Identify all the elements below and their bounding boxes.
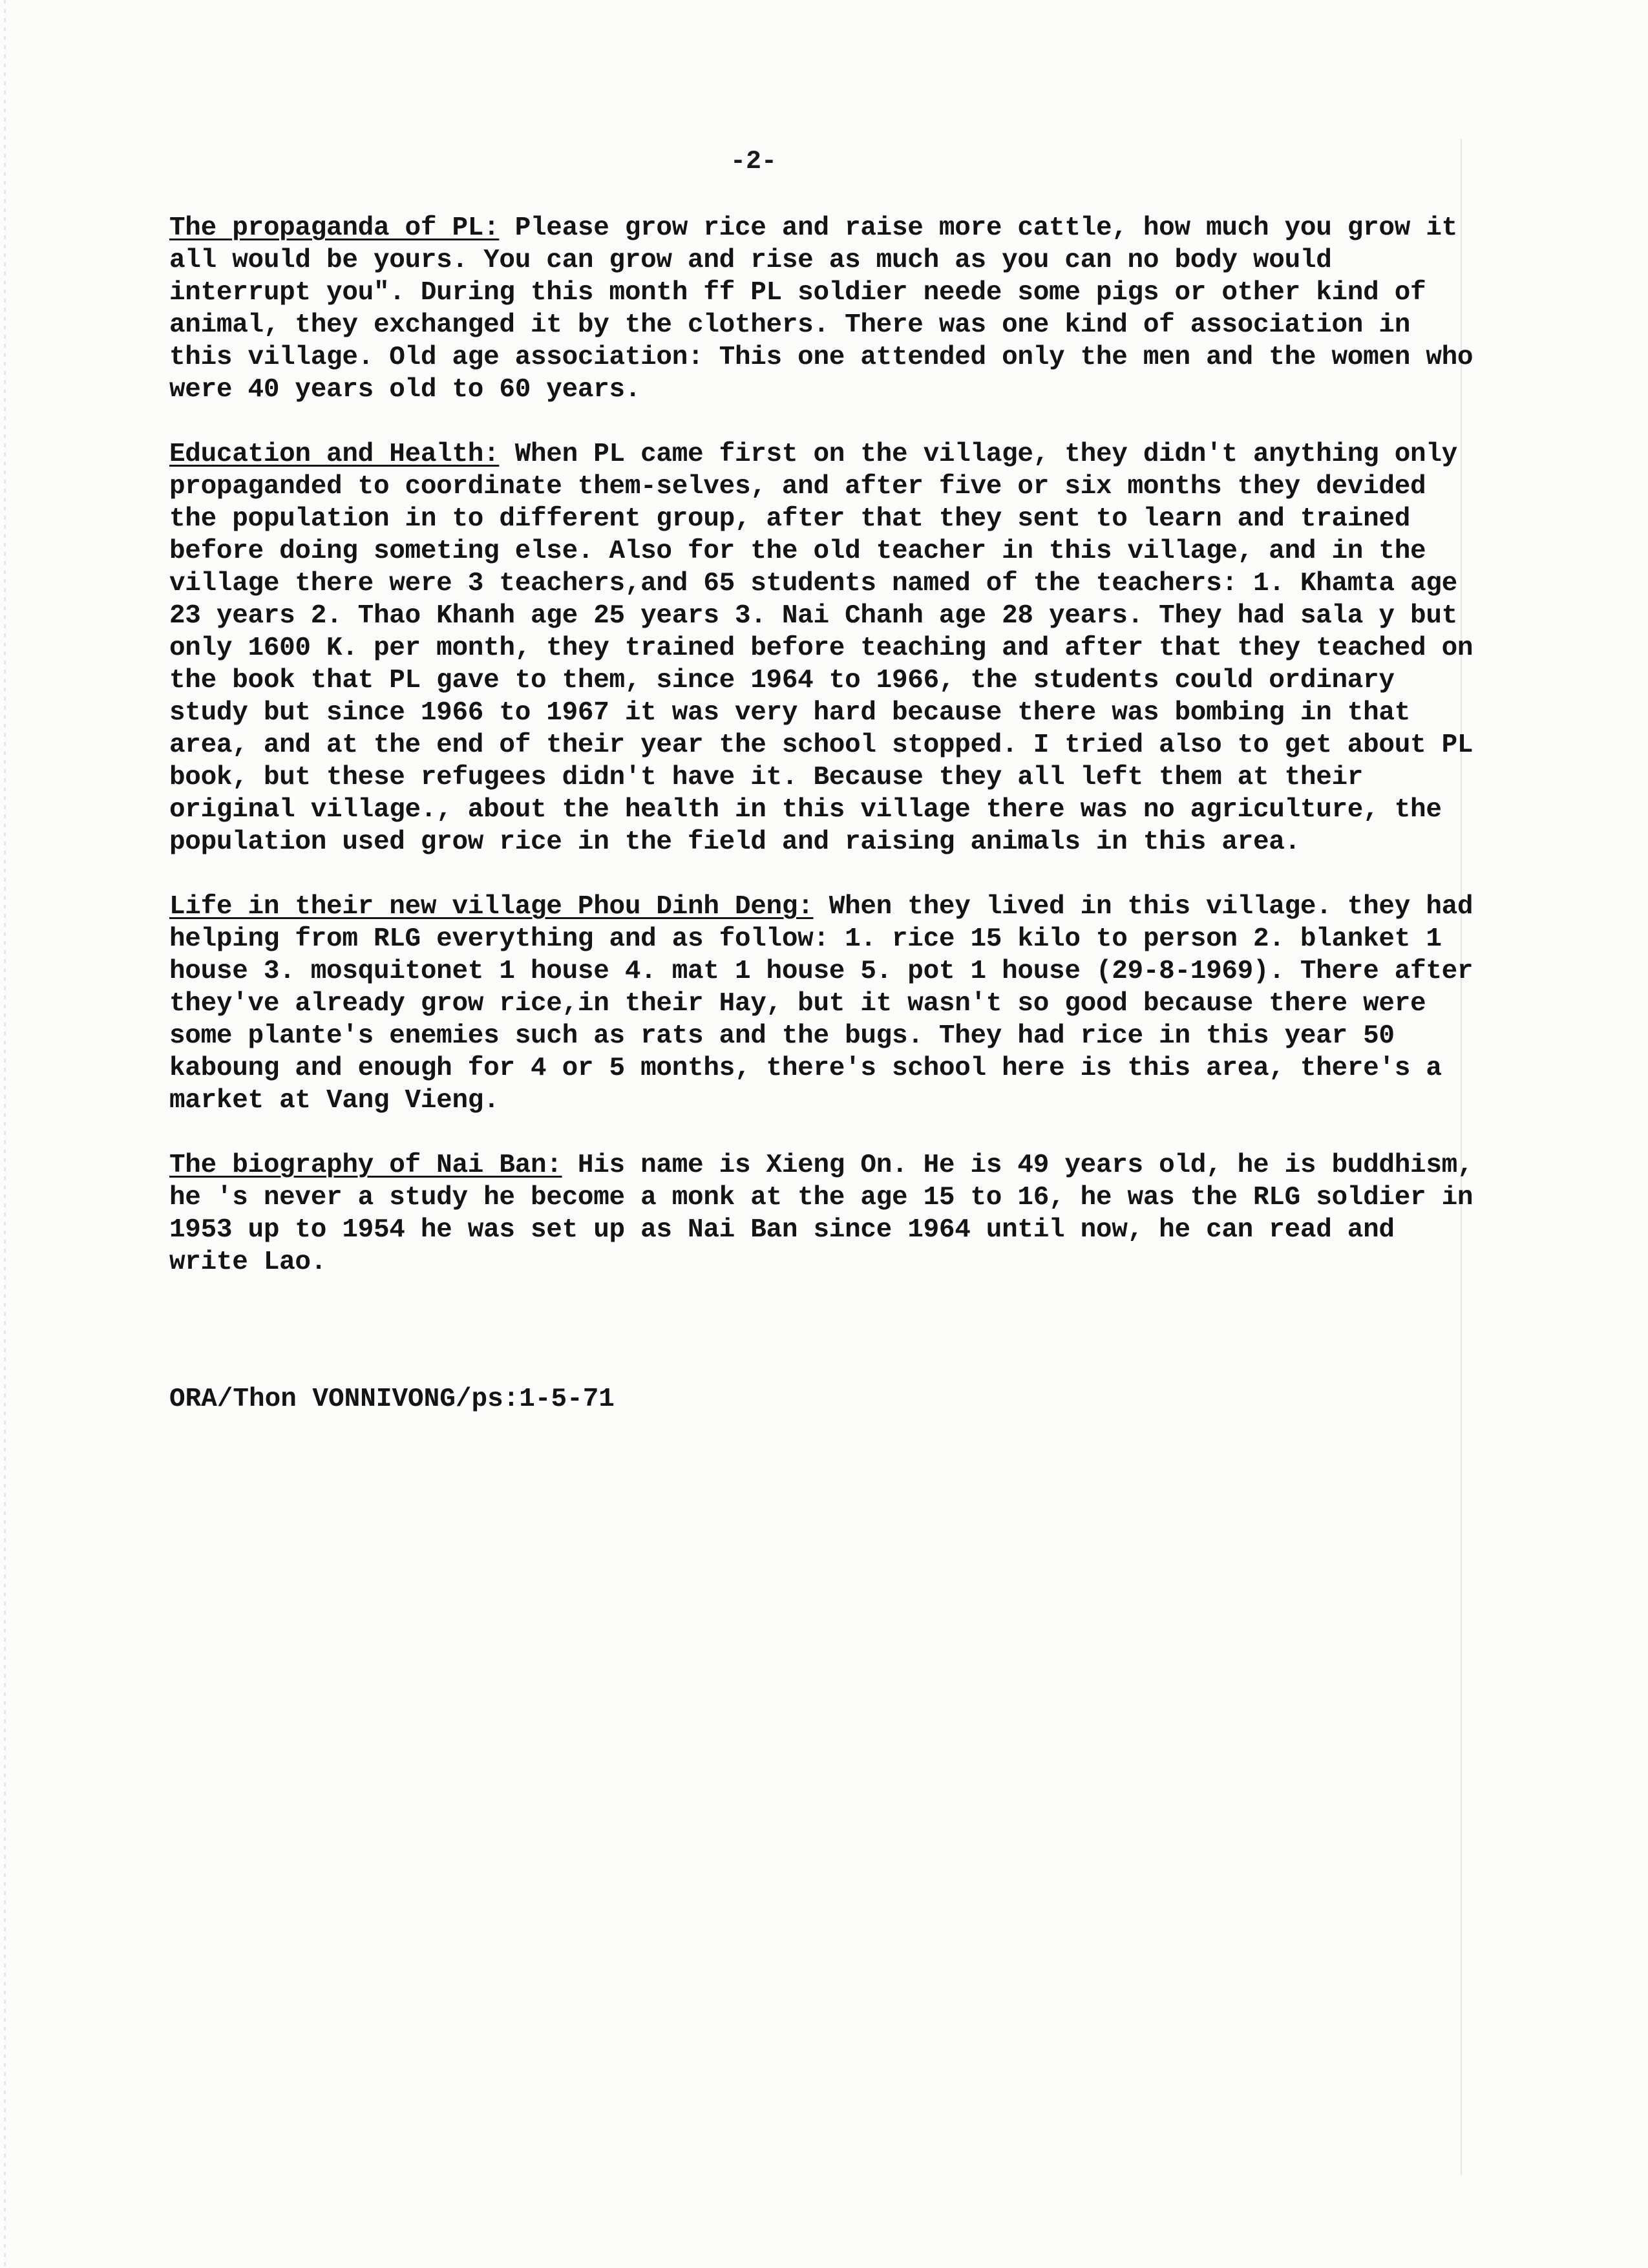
- section-propaganda: [169, 212, 1481, 406]
- section-heading: The biography of Nai Ban:: [169, 1150, 562, 1180]
- section-heading: Education and Health:: [169, 440, 500, 469]
- section-heading: Life in their new village Phou Dinh Deng:: [169, 892, 814, 922]
- signoff-reference: ORA/Thon VONNIVONG/ps:1-5-71: [169, 1384, 615, 1414]
- section-text: Please grow rice and raise more cattle, how much you grow it all would be yours. You can grow and rise as much as you can no body would interrupt you". During this month ff PL soldier neede some pigs or other kind of animal, they exchanged it by the clothers. There was one kind of association in this village. Old age association: This one attended only the men and the women who were 40 years old to 60 years.: [169, 213, 1474, 405]
- document-body: [169, 212, 1481, 1311]
- page-number: -2-: [730, 147, 777, 176]
- section-education-health: [169, 438, 1481, 858]
- section-heading: The propaganda of PL:: [169, 213, 500, 243]
- section-text: When they lived in this village. they had helping from RLG everything and as follow: 1. rice 15 kilo to person 2. blanket 1 house 3. mosquitonet 1 house 4. mat 1 house 5. pot 1 house (29-8-1969). There after they've already grow rice,in their Hay, but it wasn't so good because there were some plante's enemies such as rats and the bugs. They had rice in this year 50 kaboung and enough for 4 or 5 months, there's school here is this area, there's a market at Vang Vieng.: [169, 892, 1474, 1116]
- section-text: His name is Xieng On. He is 49 years old, he is buddhism, he 's never a study he become a monk at the age 15 to 16, he was the RLG soldier in 1953 up to 1954 he was set up as Nai Ban since 1964 until now, he can read and write Lao.: [169, 1150, 1474, 1277]
- section-biography: [169, 1149, 1481, 1278]
- scan-edge: [4, 0, 6, 2268]
- section-text: When PL came first on the village, they didn't anything only propaganded to coordinate them-selves, and after five or six months they devided the population in to different group, after that they sent to learn and trained before doing someting else. Also for the old teacher in this village, and in the village there were 3 teachers,and 65 students named of the teachers: 1. Khamta age 23 years 2. Thao Khanh age 25 years 3. Nai Chanh age 28 years. They had sala y but only 1600 K. per month, they trained before teaching and after that they teached on the book that PL gave to them, since 1964 to 1966, the students could ordinary study but since 1966 to 1967 it was very hard because there was bombing in that area, and at the end of their year the school stopped. I tried also to get about PL book, but these refugees didn't have it. Because they all left them at their original village., about the health in this village there was no agriculture, the population used grow rice in the field and raising animals in this area.: [169, 440, 1474, 857]
- section-new-village: [169, 891, 1481, 1117]
